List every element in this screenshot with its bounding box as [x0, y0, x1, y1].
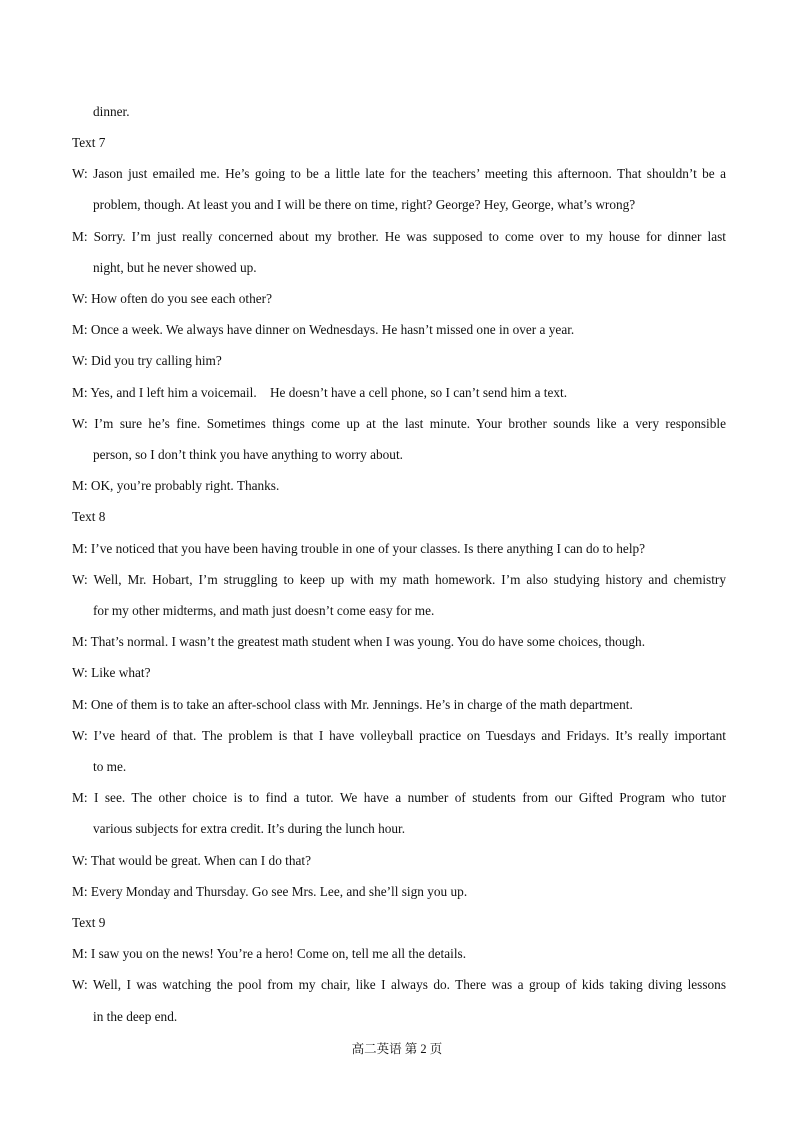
dialogue-line: W: I’ve heard of that. The problem is that I have volleyball practice on Tuesdays and Fridays. It’s really important [72, 728, 726, 743]
dialogue-line: M: Yes, and I left him a voicemail. He doesn’t have a cell phone, so I can’t send him a text. [72, 385, 568, 400]
dialogue-line: W: How often do you see each other? [72, 291, 272, 306]
dialogue-line: W: Did you try calling him? [72, 353, 222, 368]
dialogue-line: W: That would be great. When can I do that? [72, 853, 312, 868]
dialogue-line: M: OK, you’re probably right. Thanks. [72, 478, 280, 493]
dialogue-line: W: Like what? [72, 665, 151, 680]
dialogue-line: M: That’s normal. I wasn’t the greatest math student when I was young. You do have some choices, though. [72, 634, 646, 649]
dialogue-line-continued: night, but he never showed up. [93, 260, 257, 275]
section-heading: Text 7 [72, 135, 106, 150]
dialogue-line: M: Every Monday and Thursday. Go see Mrs. Lee, and she’ll sign you up. [72, 884, 468, 899]
dialogue-line: W: I’m sure he’s fine. Sometimes things come up at the last minute. Your brother sounds like a very responsible [72, 416, 726, 431]
dialogue-line: W: Well, I was watching the pool from my chair, like I always do. There was a group of kids taking diving lessons [72, 977, 726, 992]
dialogue-line-continued: various subjects for extra credit. It’s during the lunch hour. [93, 821, 406, 836]
dialogue-line: M: I’ve noticed that you have been having trouble in one of your classes. Is there anything I can do to help? [72, 541, 646, 556]
dialogue-line: W: Well, Mr. Hobart, I’m struggling to keep up with my math homework. I’m also studying history and chemistry [72, 572, 726, 587]
dialogue-line-continued: to me. [93, 759, 127, 774]
section-heading: Text 8 [72, 509, 106, 524]
dialogue-line: M: Once a week. We always have dinner on Wednesdays. He hasn’t missed one in over a year. [72, 322, 575, 337]
dialogue-line: W: Jason just emailed me. He’s going to be a little late for the teachers’ meeting this afternoon. That shouldn’t be a [72, 166, 726, 181]
dialogue-line: M: I see. The other choice is to find a tutor. We have a number of students from our Gifted Program who tutor [72, 790, 726, 805]
dialogue-line-continued: person, so I don’t think you have anything to worry about. [93, 447, 403, 462]
page-footer: 高二英语 第 2 页 [351, 1042, 443, 1056]
dialogue-line: M: One of them is to take an after-school class with Mr. Jennings. He’s in charge of the math department. [72, 697, 633, 712]
dialogue-line-continued: problem, though. At least you and I will be there on time, right? George? Hey, George, what’s wrong? [93, 197, 636, 212]
dialogue-line: M: Sorry. I’m just really concerned about my brother. He was supposed to come over to my house for dinner last [72, 229, 726, 244]
dialogue-line: M: I saw you on the news! You’re a hero! Come on, tell me all the details. [72, 946, 467, 961]
section-heading: Text 9 [72, 915, 106, 930]
dialogue-line-continued: for my other midterms, and math just doesn’t come easy for me. [93, 603, 435, 618]
text-line: dinner. [93, 104, 130, 119]
dialogue-line-continued: in the deep end. [93, 1009, 178, 1024]
